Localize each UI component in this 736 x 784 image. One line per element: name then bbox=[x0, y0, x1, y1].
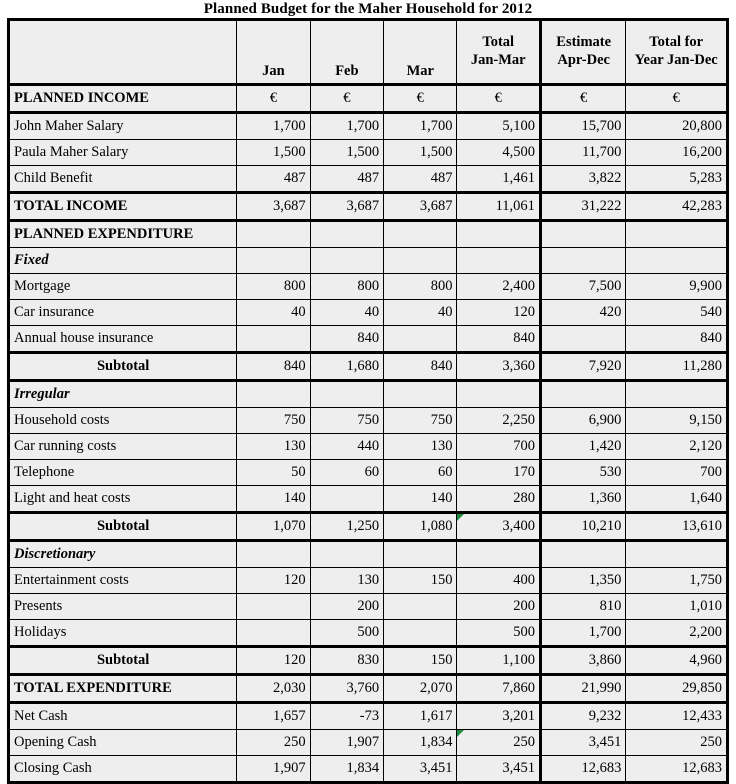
table-row bbox=[9, 756, 728, 783]
cell-total-year bbox=[626, 248, 728, 274]
table-row bbox=[9, 381, 728, 408]
cell-mar bbox=[384, 381, 457, 408]
cell-total-year: 840 bbox=[626, 326, 728, 353]
cell-total-year: 11,280 bbox=[626, 353, 728, 381]
cell-feb: 750 bbox=[310, 408, 383, 434]
cell-mar bbox=[384, 541, 457, 568]
table-row bbox=[9, 113, 728, 140]
row-label-net-cash: Net Cash bbox=[9, 703, 237, 730]
cell-jan bbox=[237, 326, 310, 353]
table-row bbox=[9, 300, 728, 326]
comment-marker-icon bbox=[457, 514, 464, 521]
table-row bbox=[9, 408, 728, 434]
cell-est-apr-dec: 6,900 bbox=[540, 408, 625, 434]
row-label-holidays: Holidays bbox=[9, 620, 237, 647]
cell-mar: 840 bbox=[384, 353, 457, 381]
cell-total-year: 2,200 bbox=[626, 620, 728, 647]
cell-est-apr-dec: 11,700 bbox=[540, 140, 625, 166]
cell-feb: 487 bbox=[310, 166, 383, 193]
header-line1: Jan bbox=[262, 63, 285, 79]
cell-jan: 140 bbox=[237, 486, 310, 513]
cell-jan: 3,687 bbox=[237, 193, 310, 221]
cell-total-q1 bbox=[457, 541, 540, 568]
table-row bbox=[9, 730, 728, 756]
cell-feb: 1,907 bbox=[310, 730, 383, 756]
cell-mar: 3,451 bbox=[384, 756, 457, 783]
cell-mar: 1,700 bbox=[384, 113, 457, 140]
cell-total-q1: 7,860 bbox=[457, 675, 540, 703]
cell-mar: 40 bbox=[384, 300, 457, 326]
header-line1: Mar bbox=[406, 63, 434, 79]
cell-est-apr-dec: 530 bbox=[540, 460, 625, 486]
row-label-subtotal-irregular: Subtotal bbox=[9, 513, 237, 541]
cell-total-year: 42,283 bbox=[626, 193, 728, 221]
cell-jan: 1,500 bbox=[237, 140, 310, 166]
header-cell-total-jan-mar bbox=[457, 20, 540, 85]
table-row bbox=[9, 140, 728, 166]
cell-mar: 2,070 bbox=[384, 675, 457, 703]
cell-total-year: 540 bbox=[626, 300, 728, 326]
cell-jan: 750 bbox=[237, 408, 310, 434]
cell-est-apr-dec: 1,420 bbox=[540, 434, 625, 460]
cell-est-apr-dec bbox=[540, 326, 625, 353]
row-label-total-income: TOTAL INCOME bbox=[9, 193, 237, 221]
cell-feb bbox=[310, 486, 383, 513]
row-label-irregular: Irregular bbox=[9, 381, 237, 408]
table-row bbox=[9, 486, 728, 513]
cell-mar: 1,080 bbox=[384, 513, 457, 541]
header-line1: Estimate bbox=[556, 33, 612, 50]
header-cell-feb bbox=[310, 20, 383, 85]
cell-est-apr-dec: 7,920 bbox=[540, 353, 625, 381]
cell-total-q1: 1,100 bbox=[457, 647, 540, 675]
cell-total-year: 20,800 bbox=[626, 113, 728, 140]
cell-total-q1 bbox=[457, 381, 540, 408]
table-row bbox=[9, 703, 728, 730]
cell-total-year: 16,200 bbox=[626, 140, 728, 166]
cell-total-q1: 120 bbox=[457, 300, 540, 326]
cell-total-q1: 840 bbox=[457, 326, 540, 353]
cell-total-year: 13,610 bbox=[626, 513, 728, 541]
cell-total-year: 700 bbox=[626, 460, 728, 486]
cell-total-q1: 2,250 bbox=[457, 408, 540, 434]
row-label-john-maher-salary: John Maher Salary bbox=[9, 113, 237, 140]
row-label-planned-expenditure: PLANNED EXPENDITURE bbox=[9, 221, 237, 248]
cell-jan: 120 bbox=[237, 647, 310, 675]
cell-feb: 830 bbox=[310, 647, 383, 675]
table-row bbox=[9, 274, 728, 300]
table-row bbox=[9, 513, 728, 541]
row-label-closing-cash: Closing Cash bbox=[9, 756, 237, 783]
cell-feb: 40 bbox=[310, 300, 383, 326]
row-label-car-insurance: Car insurance bbox=[9, 300, 237, 326]
cell-jan: 2,030 bbox=[237, 675, 310, 703]
cell-total-q1: 250 bbox=[457, 730, 540, 756]
cell-jan bbox=[237, 248, 310, 274]
cell-est-apr-dec: 420 bbox=[540, 300, 625, 326]
cell-est-apr-dec: 1,360 bbox=[540, 486, 625, 513]
cell-feb: 1,834 bbox=[310, 756, 383, 783]
header-line1: Total for bbox=[649, 33, 704, 50]
cell-total-year: 2,120 bbox=[626, 434, 728, 460]
cell-total-q1: 3,400 bbox=[457, 513, 540, 541]
table-row bbox=[9, 460, 728, 486]
table-row bbox=[9, 353, 728, 381]
table-row bbox=[9, 594, 728, 620]
cell-jan: 1,700 bbox=[237, 113, 310, 140]
cell-mar: 1,500 bbox=[384, 140, 457, 166]
cell-jan: 487 bbox=[237, 166, 310, 193]
cell-mar: 487 bbox=[384, 166, 457, 193]
cell-est-apr-dec: 15,700 bbox=[540, 113, 625, 140]
cell-total-year: 9,150 bbox=[626, 408, 728, 434]
table-header-row bbox=[9, 20, 728, 85]
cell-jan bbox=[237, 381, 310, 408]
cell-total-year: 12,433 bbox=[626, 703, 728, 730]
cell-feb: 1,680 bbox=[310, 353, 383, 381]
row-label-subtotal-discretionary: Subtotal bbox=[9, 647, 237, 675]
cell-mar bbox=[384, 221, 457, 248]
row-label-household-costs: Household costs bbox=[9, 408, 237, 434]
header-line2: Jan-Mar bbox=[470, 51, 526, 68]
header-cell-estimate-apr-dec bbox=[540, 20, 625, 85]
cell-total-year: 1,640 bbox=[626, 486, 728, 513]
cell-total-year: 29,850 bbox=[626, 675, 728, 703]
table-row bbox=[9, 620, 728, 647]
cell-total-q1: 4,500 bbox=[457, 140, 540, 166]
cell-jan: 800 bbox=[237, 274, 310, 300]
cell-total-q1 bbox=[457, 221, 540, 248]
cell-total-q1: 3,201 bbox=[457, 703, 540, 730]
cell-jan: 1,070 bbox=[237, 513, 310, 541]
cell-jan: 50 bbox=[237, 460, 310, 486]
cell-feb: 130 bbox=[310, 568, 383, 594]
cell-feb bbox=[310, 221, 383, 248]
cell-mar bbox=[384, 248, 457, 274]
cell-jan: 130 bbox=[237, 434, 310, 460]
cell-total-q1 bbox=[457, 248, 540, 274]
cell-total-q1: 170 bbox=[457, 460, 540, 486]
row-label-paula-maher-salary: Paula Maher Salary bbox=[9, 140, 237, 166]
cell-feb: 3,687 bbox=[310, 193, 383, 221]
cell-mar bbox=[384, 620, 457, 647]
cell-total-q1: € bbox=[457, 85, 540, 113]
row-label-telephone: Telephone bbox=[9, 460, 237, 486]
table-row bbox=[9, 541, 728, 568]
cell-est-apr-dec: 21,990 bbox=[540, 675, 625, 703]
cell-est-apr-dec bbox=[540, 381, 625, 408]
cell-jan: 1,657 bbox=[237, 703, 310, 730]
cell-est-apr-dec: 3,822 bbox=[540, 166, 625, 193]
row-label-mortgage: Mortgage bbox=[9, 274, 237, 300]
cell-est-apr-dec: 7,500 bbox=[540, 274, 625, 300]
cell-jan bbox=[237, 620, 310, 647]
cell-est-apr-dec bbox=[540, 541, 625, 568]
cell-est-apr-dec: 1,700 bbox=[540, 620, 625, 647]
cell-feb: 1,500 bbox=[310, 140, 383, 166]
cell-mar: 130 bbox=[384, 434, 457, 460]
cell-total-year bbox=[626, 381, 728, 408]
cell-total-year: 1,010 bbox=[626, 594, 728, 620]
cell-total-q1: 5,100 bbox=[457, 113, 540, 140]
row-label-discretionary: Discretionary bbox=[9, 541, 237, 568]
comment-marker-icon bbox=[457, 730, 464, 737]
cell-est-apr-dec: 3,451 bbox=[540, 730, 625, 756]
cell-total-year: € bbox=[626, 85, 728, 113]
cell-total-year: 250 bbox=[626, 730, 728, 756]
cell-mar: 1,834 bbox=[384, 730, 457, 756]
cell-est-apr-dec: 3,860 bbox=[540, 647, 625, 675]
row-label-child-benefit: Child Benefit bbox=[9, 166, 237, 193]
cell-est-apr-dec: 1,350 bbox=[540, 568, 625, 594]
header-cell-mar bbox=[384, 20, 457, 85]
cell-total-q1: 700 bbox=[457, 434, 540, 460]
cell-est-apr-dec bbox=[540, 221, 625, 248]
cell-jan: 120 bbox=[237, 568, 310, 594]
header-cell-blank bbox=[9, 20, 237, 85]
header-line2: Year Jan-Dec bbox=[634, 51, 718, 68]
table-row bbox=[9, 326, 728, 353]
table-row bbox=[9, 647, 728, 675]
header-line1: Total bbox=[482, 33, 515, 50]
cell-mar: € bbox=[384, 85, 457, 113]
cell-est-apr-dec: 12,683 bbox=[540, 756, 625, 783]
cell-total-q1: 1,461 bbox=[457, 166, 540, 193]
cell-est-apr-dec: 9,232 bbox=[540, 703, 625, 730]
cell-total-q1: 3,360 bbox=[457, 353, 540, 381]
cell-feb: 1,250 bbox=[310, 513, 383, 541]
cell-total-q1: 400 bbox=[457, 568, 540, 594]
cell-est-apr-dec bbox=[540, 248, 625, 274]
page-title: Planned Budget for the Maher Household for 2012 bbox=[203, 1, 533, 17]
cell-feb: 800 bbox=[310, 274, 383, 300]
table-row bbox=[9, 675, 728, 703]
cell-jan bbox=[237, 221, 310, 248]
cell-feb: -73 bbox=[310, 703, 383, 730]
cell-jan: 840 bbox=[237, 353, 310, 381]
cell-total-q1: 11,061 bbox=[457, 193, 540, 221]
cell-total-q1: 2,400 bbox=[457, 274, 540, 300]
table-row bbox=[9, 193, 728, 221]
cell-mar: 60 bbox=[384, 460, 457, 486]
header-cell-total-year bbox=[626, 20, 728, 85]
row-label-subtotal-fixed: Subtotal bbox=[9, 353, 237, 381]
cell-est-apr-dec: 810 bbox=[540, 594, 625, 620]
cell-feb bbox=[310, 541, 383, 568]
table-row bbox=[9, 85, 728, 113]
budget-table bbox=[7, 18, 729, 784]
cell-feb: 1,700 bbox=[310, 113, 383, 140]
cell-total-year: 12,683 bbox=[626, 756, 728, 783]
cell-total-year: 9,900 bbox=[626, 274, 728, 300]
cell-feb bbox=[310, 381, 383, 408]
cell-est-apr-dec: € bbox=[540, 85, 625, 113]
row-label-car-running-costs: Car running costs bbox=[9, 434, 237, 460]
cell-total-q1: 3,451 bbox=[457, 756, 540, 783]
cell-mar: 750 bbox=[384, 408, 457, 434]
cell-total-year: 5,283 bbox=[626, 166, 728, 193]
cell-mar: 1,617 bbox=[384, 703, 457, 730]
row-label-light-and-heat-costs: Light and heat costs bbox=[9, 486, 237, 513]
cell-jan: 250 bbox=[237, 730, 310, 756]
cell-est-apr-dec: 10,210 bbox=[540, 513, 625, 541]
cell-feb: 440 bbox=[310, 434, 383, 460]
cell-feb: 3,760 bbox=[310, 675, 383, 703]
cell-total-year bbox=[626, 541, 728, 568]
cell-total-year: 4,960 bbox=[626, 647, 728, 675]
cell-feb: 500 bbox=[310, 620, 383, 647]
cell-mar: 150 bbox=[384, 568, 457, 594]
cell-jan: 1,907 bbox=[237, 756, 310, 783]
cell-est-apr-dec: 31,222 bbox=[540, 193, 625, 221]
cell-total-year bbox=[626, 221, 728, 248]
cell-feb: 840 bbox=[310, 326, 383, 353]
row-label-presents: Presents bbox=[9, 594, 237, 620]
cell-feb: 200 bbox=[310, 594, 383, 620]
header-line1: Feb bbox=[335, 63, 359, 79]
cell-feb bbox=[310, 248, 383, 274]
cell-mar: 140 bbox=[384, 486, 457, 513]
row-label-entertainment-costs: Entertainment costs bbox=[9, 568, 237, 594]
cell-total-q1: 500 bbox=[457, 620, 540, 647]
cell-jan bbox=[237, 541, 310, 568]
cell-jan: 40 bbox=[237, 300, 310, 326]
cell-total-year: 1,750 bbox=[626, 568, 728, 594]
cell-mar: 3,687 bbox=[384, 193, 457, 221]
cell-feb: 60 bbox=[310, 460, 383, 486]
table-row bbox=[9, 221, 728, 248]
header-line2: Apr-Dec bbox=[557, 51, 610, 68]
cell-feb: € bbox=[310, 85, 383, 113]
table-row bbox=[9, 434, 728, 460]
cell-total-q1: 280 bbox=[457, 486, 540, 513]
table-row bbox=[9, 166, 728, 193]
cell-mar: 150 bbox=[384, 647, 457, 675]
cell-jan bbox=[237, 594, 310, 620]
row-label-annual-house-insurance: Annual house insurance bbox=[9, 326, 237, 353]
table-row bbox=[9, 568, 728, 594]
cell-total-q1: 200 bbox=[457, 594, 540, 620]
table-row bbox=[9, 248, 728, 274]
cell-mar bbox=[384, 326, 457, 353]
row-label-fixed: Fixed bbox=[9, 248, 237, 274]
row-label-total-expenditure: TOTAL EXPENDITURE bbox=[9, 675, 237, 703]
header-cell-jan bbox=[237, 20, 310, 85]
row-label-planned-income: PLANNED INCOME bbox=[9, 85, 237, 113]
row-label-opening-cash: Opening Cash bbox=[9, 730, 237, 756]
cell-mar bbox=[384, 594, 457, 620]
cell-jan: € bbox=[237, 85, 310, 113]
cell-mar: 800 bbox=[384, 274, 457, 300]
